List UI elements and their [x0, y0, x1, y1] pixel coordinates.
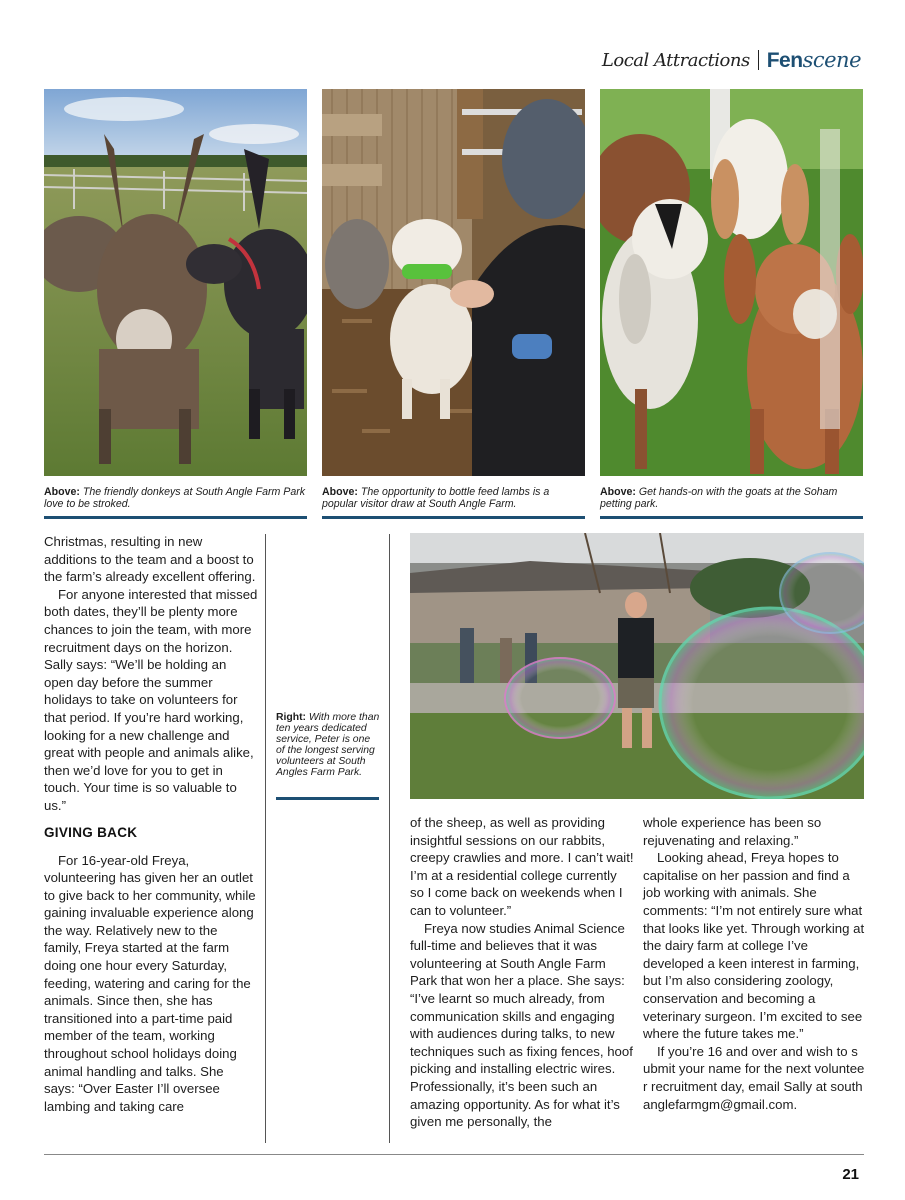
brand-em: scene — [802, 47, 861, 72]
caption-text: Get hands-on with the goats at the Soham petting park. — [600, 486, 838, 510]
section-title: Local Attractions — [601, 49, 750, 71]
lamb-caption — [322, 486, 585, 510]
article-paragraph: Looking ahead, Freya hopes to capitalise on her passion and find a job working with animals. She comments: “I’m not entirely sure what that looks like yet. Through working at the dairy farm at college I’ve developed a keen interest in farming, but I’m also considering zoology, conservation and becoming a veterinary surgeon. I’m excited to see where the future takes me.” — [643, 850, 865, 1042]
donkeys-photo — [44, 89, 307, 476]
article-column-1 — [44, 533, 258, 1115]
brand-logo — [767, 48, 861, 73]
page-header — [602, 46, 861, 74]
caption-text: With more than ten years dedicated service, Peter is one of the longest serving volunteers at South Angles Farm Park. — [276, 712, 380, 778]
caption-label: Above: — [600, 486, 636, 498]
lamb-photo — [322, 89, 585, 476]
caption-label: Above: — [44, 486, 80, 498]
peter-caption — [276, 712, 380, 778]
article-column-2 — [410, 814, 634, 1131]
caption-label: Above: — [322, 486, 358, 498]
article-paragraph: If you’re 16 and over and wish to submit your name for the next volunteer recruitment day, email Sally at southanglefarmgm@gmail.com. — [643, 1043, 865, 1112]
column-divider — [389, 534, 390, 1143]
donkeys-caption — [44, 486, 307, 510]
header-divider — [758, 50, 759, 70]
article-column-3 — [643, 814, 865, 1113]
page-number: 21 — [842, 1166, 859, 1183]
column-divider — [265, 534, 266, 1143]
brand-strong: Fen — [766, 48, 803, 72]
caption-rule — [44, 516, 307, 519]
caption-rule — [322, 516, 585, 519]
goats-caption — [600, 486, 863, 510]
footer-rule — [44, 1154, 864, 1155]
caption-text: The friendly donkeys at South Angle Farm Park love to be stroked. — [44, 486, 306, 510]
goats-photo — [600, 89, 863, 476]
caption-text: The opportunity to bottle feed lambs is a popular visitor draw at South Angle Farm. — [322, 486, 550, 510]
article-paragraph: Freya now studies Animal Science full-time and believes that it was volunteering at South Angle Farm Park that won her a place. She says: “I’ve learnt so much already, from communication skills and engaging with audiences during talks, to new techniques such as fixing fences, hoof picking and installing electric wires. Professionally, it’s been such an amazing opportunity. As for what it’s given me personally, the — [410, 920, 633, 1130]
article-paragraph: whole experience has been so rejuvenating and relaxing.” — [643, 815, 822, 848]
article-paragraph: For 16-year-old Freya, volunteering has given her an outlet to give back to her community, while gaining invaluable experience along the way. Relatively new to the family, Freya started at the farm doing one hour every Saturday, feeding, watering and caring for the animals. Since then, she has transitioned into a part-time paid member of the team, working throughout school holidays doing animal handling and talks. She says: “Over Easter I’ll oversee lambing and taking care — [44, 852, 256, 1114]
article-paragraph: For anyone interested that missed both dates, they’ll be plenty more chances to join the team, with more recruitment days on the horizon. Sally says: “We’ll be holding an open day before the summer holidays to take on volunteers for that period. If you’re hard working, looking for a new challenge and great with people and animals alike, then we’d love for you to get in touch. Your time is so valuable to us.” — [44, 586, 258, 813]
article-paragraph: Christmas, resulting in new additions to the team and a boost to the farm’s already excellent offering. — [44, 534, 256, 585]
caption-label: Right: — [276, 712, 307, 723]
caption-rule — [600, 516, 863, 519]
section-subhead: GIVING BACK — [44, 824, 138, 840]
article-paragraph: of the sheep, as well as providing insightful sessions on our rabbits, creepy crawlies and more. I can’t wait! I’m at a residential college currently so I come back on weekends when I can to volunteer.” — [410, 815, 634, 918]
caption-rule — [276, 797, 379, 800]
bubbles-photo — [410, 533, 864, 799]
